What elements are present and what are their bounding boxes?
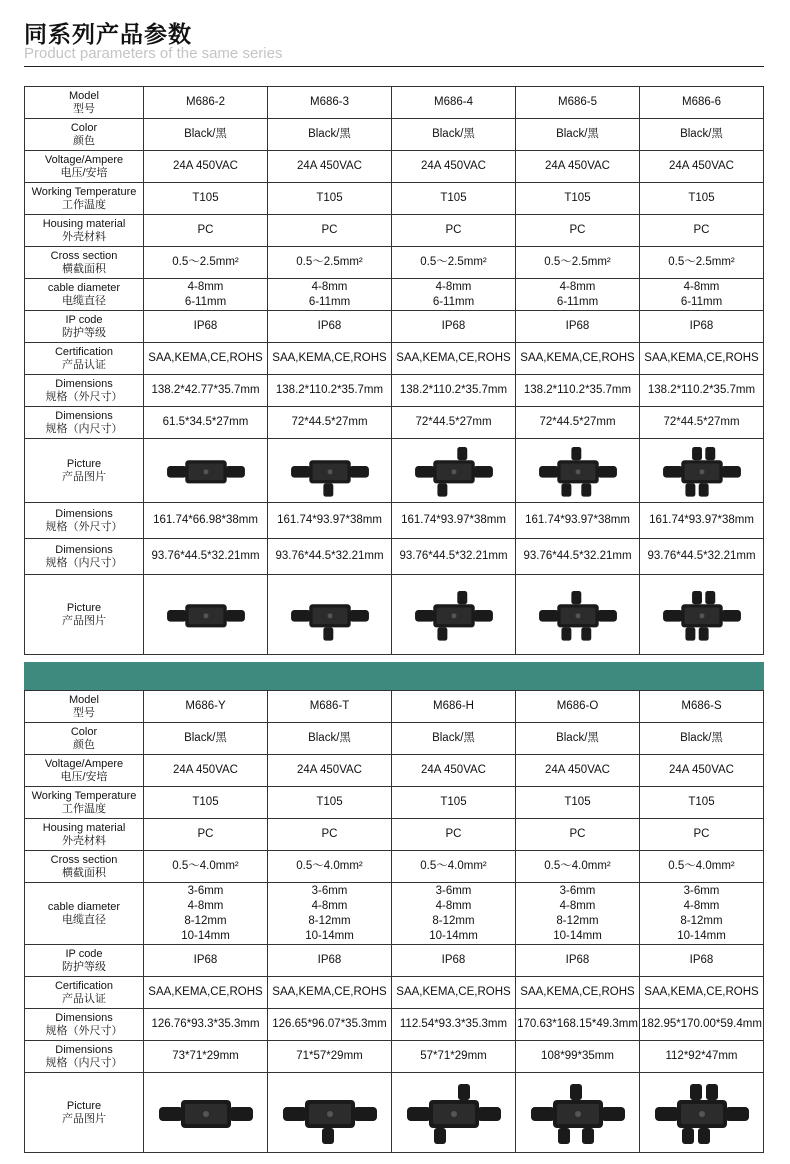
table-cell: 138.2*110.2*35.7mm [268,375,392,407]
table-cell: PC [144,215,268,247]
row-label-en: Dimensions [55,409,113,422]
row-label-en: Certification [54,979,114,992]
row-label [25,787,144,819]
table-cell: 24A 450VAC [268,755,392,787]
table-row [25,151,764,183]
row-label-zh: 外壳材料 [62,834,106,847]
table-cell: SAA,KEMA,CE,ROHS [516,343,640,375]
row-label [25,539,144,575]
table-cell: T105 [516,787,640,819]
product-picture [268,575,392,655]
row-label-en: Dimensions [55,1011,113,1024]
table-cell: 138.2*110.2*35.7mm [640,375,764,407]
row-label-zh: 产品认证 [62,992,106,1005]
table-cell: IP68 [144,945,268,977]
table-cell: 161.74*93.97*38mm [392,503,516,539]
table-row [25,1073,764,1153]
cell-line: 10-14mm [429,929,478,942]
table-cell: Black/黑 [640,723,764,755]
row-label [25,977,144,1009]
row-label-en: Cross section [50,249,118,262]
row-label-zh: 规格（内尺寸） [45,422,123,435]
cell-line: 4-8mm [435,280,472,293]
table-cell [516,883,640,945]
junction-box-image [268,586,391,644]
table-row [25,819,764,851]
cell-line: 3-6mm [311,884,348,897]
cell-line: 8-12mm [184,914,227,927]
row-label-en: Model [69,693,99,706]
row-label-en: Voltage/Ampere [44,153,124,166]
table-row [25,375,764,407]
cell-line: 4-8mm [311,899,348,912]
row-label-zh: 工作温度 [62,802,106,815]
table-cell: IP68 [516,945,640,977]
row-label-en: Color [70,725,98,738]
table-cell: 0.5～4.0mm² [144,851,268,883]
row-label [25,945,144,977]
table-cell: 0.5～4.0mm² [516,851,640,883]
table-cell: 0.5～4.0mm² [392,851,516,883]
table-cell: SAA,KEMA,CE,ROHS [392,343,516,375]
junction-box-image [516,586,639,644]
product-picture [516,1073,640,1153]
cell-line: 6-11mm [432,295,475,308]
row-label [25,215,144,247]
table-row [25,539,764,575]
table-cell: Black/黑 [268,723,392,755]
row-label-zh: 电压/安培 [60,770,108,783]
row-label-en: Cross section [50,853,118,866]
table-cell: Black/黑 [268,119,392,151]
table-cell: Black/黑 [392,119,516,151]
table-cell: IP68 [392,311,516,343]
row-label [25,851,144,883]
cell-line: 8-12mm [432,914,475,927]
row-label [25,439,144,503]
product-picture [268,1073,392,1153]
table-cell: 161.74*93.97*38mm [640,503,764,539]
junction-box-image [392,586,515,644]
row-label [25,1009,144,1041]
junction-box-image [640,586,763,644]
row-label [25,375,144,407]
table-row [25,119,764,151]
table-row [25,691,764,723]
product-picture [392,439,516,503]
row-label-en: Housing material [42,821,126,834]
table-cell: T105 [268,183,392,215]
row-label-en: Model [69,89,99,102]
table-cell: PC [268,215,392,247]
cell-line: 4-8mm [683,899,720,912]
table-cell: PC [144,819,268,851]
table-cell: T105 [144,183,268,215]
table-cell: T105 [144,787,268,819]
row-label [25,723,144,755]
table-cell: M686-H [392,691,516,723]
table-cell: IP68 [640,311,764,343]
row-label-en: IP code [65,313,103,326]
table-cell [144,279,268,311]
table-row [25,279,764,311]
table-cell: 126.76*93.3*35.3mm [144,1009,268,1041]
table-row [25,247,764,279]
junction-box-image [392,442,515,500]
table-cell: M686-4 [392,87,516,119]
row-label-zh: 工作温度 [62,198,106,211]
row-label-zh: 规格（外尺寸） [45,520,123,533]
table-cell: Black/黑 [640,119,764,151]
table-cell: M686-6 [640,87,764,119]
table-cell [268,279,392,311]
product-picture [392,1073,516,1153]
row-label-en: Picture [66,601,102,614]
table-cell: 93.76*44.5*32.21mm [268,539,392,575]
product-picture [268,439,392,503]
table-cell: 126.65*96.07*35.3mm [268,1009,392,1041]
table-cell: T105 [392,787,516,819]
table-cell: PC [392,819,516,851]
table-cell: 0.5～2.5mm² [268,247,392,279]
cell-line: 6-11mm [184,295,227,308]
cell-line: 3-6mm [559,884,596,897]
table-row [25,977,764,1009]
table-cell: T105 [268,787,392,819]
row-label-en: Dimensions [55,543,113,556]
title-divider [24,66,764,67]
cell-line: 3-6mm [435,884,472,897]
table-cell: Black/黑 [144,723,268,755]
table-cell: M686-5 [516,87,640,119]
table-row [25,503,764,539]
table-row [25,1009,764,1041]
table-cell: 72*44.5*27mm [516,407,640,439]
table-cell: PC [640,215,764,247]
table-cell: PC [268,819,392,851]
row-label-en: Dimensions [55,377,113,390]
cell-line: 4-8mm [559,280,596,293]
row-label-zh: 产品认证 [62,358,106,371]
table-cell: IP68 [392,945,516,977]
row-label-zh: 产品图片 [62,470,106,483]
table-cell: 24A 450VAC [144,755,268,787]
table-cell: 72*44.5*27mm [640,407,764,439]
row-label [25,183,144,215]
table-cell: Black/黑 [392,723,516,755]
row-label-en: Dimensions [55,1043,113,1056]
page-title: 同系列产品参数 [24,22,192,48]
row-label-zh: 颜色 [73,134,95,147]
row-label-zh: 横截面积 [62,866,106,879]
table-cell: SAA,KEMA,CE,ROHS [640,977,764,1009]
table-cell: 182.95*170.00*59.4mm [640,1009,764,1041]
junction-box-image [392,1078,515,1148]
table-cell: 24A 450VAC [640,755,764,787]
row-label [25,1073,144,1153]
row-label-en: Working Temperature [31,185,137,198]
table-cell: 61.5*34.5*27mm [144,407,268,439]
table-cell: Black/黑 [144,119,268,151]
table-row [25,311,764,343]
cell-line: 4-8mm [311,280,348,293]
row-label [25,311,144,343]
row-label-zh: 规格（内尺寸） [45,556,123,569]
row-label [25,691,144,723]
row-label [25,279,144,311]
table-cell: 161.74*93.97*38mm [268,503,392,539]
product-picture [144,575,268,655]
table-cell: IP68 [144,311,268,343]
cell-line: 4-8mm [559,899,596,912]
table-row [25,1041,764,1073]
cell-line: 8-12mm [556,914,599,927]
junction-box-image [640,442,763,500]
row-label-zh: 型号 [73,102,95,115]
row-label-zh: 产品图片 [62,1112,106,1125]
cell-line: 6-11mm [680,295,723,308]
table-cell: 138.2*110.2*35.7mm [392,375,516,407]
table-cell [640,279,764,311]
cell-line: 4-8mm [187,280,224,293]
cell-line: 8-12mm [308,914,351,927]
row-label-zh: 防护等级 [62,326,106,339]
junction-box-image [516,442,639,500]
table-cell: 0.5～2.5mm² [640,247,764,279]
table-cell: IP68 [640,945,764,977]
table-cell [516,279,640,311]
row-label-en: cable diameter [47,281,121,294]
junction-box-image [144,1078,267,1148]
table-cell: 24A 450VAC [640,151,764,183]
table-cell: Black/黑 [516,119,640,151]
junction-box-image [144,586,267,644]
row-label [25,407,144,439]
cell-line: 3-6mm [683,884,720,897]
row-label-zh: 电缆直径 [62,913,106,926]
table-cell: 24A 450VAC [516,151,640,183]
row-label [25,151,144,183]
product-picture [516,439,640,503]
row-label [25,883,144,945]
row-label-zh: 产品图片 [62,614,106,627]
table-row [25,755,764,787]
row-label-en: Housing material [42,217,126,230]
table-cell: 24A 450VAC [392,755,516,787]
table-cell: SAA,KEMA,CE,ROHS [392,977,516,1009]
row-label-en: Certification [54,345,114,358]
table-cell: 112*92*47mm [640,1041,764,1073]
product-picture [640,1073,764,1153]
table-row [25,945,764,977]
table-cell: IP68 [268,311,392,343]
row-label [25,1041,144,1073]
row-label-zh: 颜色 [73,738,95,751]
table-cell: M686-Y [144,691,268,723]
table-cell: M686-2 [144,87,268,119]
product-picture [144,439,268,503]
table-cell [144,883,268,945]
table-cell: 24A 450VAC [144,151,268,183]
table-cell: 93.76*44.5*32.21mm [516,539,640,575]
row-label [25,755,144,787]
table-cell: M686-3 [268,87,392,119]
table-cell: 0.5～4.0mm² [640,851,764,883]
table-row [25,407,764,439]
table-cell: SAA,KEMA,CE,ROHS [268,977,392,1009]
row-label-en: Picture [66,1099,102,1112]
table-cell: SAA,KEMA,CE,ROHS [516,977,640,1009]
table-cell: 71*57*29mm [268,1041,392,1073]
table-cell [640,883,764,945]
row-label-zh: 外壳材料 [62,230,106,243]
table-cell: PC [392,215,516,247]
table-cell: M686-T [268,691,392,723]
table-cell: SAA,KEMA,CE,ROHS [144,343,268,375]
row-label [25,119,144,151]
table-cell [392,883,516,945]
row-label-en: Dimensions [55,507,113,520]
row-label-zh: 横截面积 [62,262,106,275]
table-row [25,183,764,215]
spec-table-1 [24,86,764,655]
cell-line: 10-14mm [553,929,602,942]
table-cell: T105 [640,183,764,215]
table-cell: 93.76*44.5*32.21mm [392,539,516,575]
table-cell: PC [640,819,764,851]
table-cell: T105 [516,183,640,215]
junction-box-image [268,442,391,500]
table-row [25,787,764,819]
table-cell: 0.5～2.5mm² [144,247,268,279]
table-cell: IP68 [268,945,392,977]
cell-line: 10-14mm [305,929,354,942]
row-label-zh: 规格（外尺寸） [45,390,123,403]
table-cell: 24A 450VAC [392,151,516,183]
table-cell: M686-O [516,691,640,723]
table-cell: 161.74*66.98*38mm [144,503,268,539]
junction-box-image [268,1078,391,1148]
row-label [25,575,144,655]
table-cell: 72*44.5*27mm [392,407,516,439]
table-cell: PC [516,819,640,851]
product-picture [144,1073,268,1153]
table-cell: Black/黑 [516,723,640,755]
table-cell: 0.5～4.0mm² [268,851,392,883]
row-label [25,503,144,539]
table-cell: SAA,KEMA,CE,ROHS [144,977,268,1009]
table-cell: 24A 450VAC [268,151,392,183]
table-cell: 93.76*44.5*32.21mm [640,539,764,575]
table-cell [392,279,516,311]
table-cell: IP68 [516,311,640,343]
row-label [25,343,144,375]
table-cell: 161.74*93.97*38mm [516,503,640,539]
row-label-en: Color [70,121,98,134]
table-row [25,215,764,247]
row-label-zh: 电缆直径 [62,294,106,307]
product-picture [640,439,764,503]
cell-line: 10-14mm [677,929,726,942]
junction-box-image [144,442,267,500]
row-label-zh: 防护等级 [62,960,106,973]
product-picture [392,575,516,655]
table-cell: 93.76*44.5*32.21mm [144,539,268,575]
row-label-zh: 电压/安培 [60,166,108,179]
row-label-zh: 型号 [73,706,95,719]
row-label [25,87,144,119]
table-cell: M686-S [640,691,764,723]
product-picture [516,575,640,655]
product-picture [640,575,764,655]
cell-line: 6-11mm [556,295,599,308]
cell-line: 4-8mm [683,280,720,293]
cell-line: 4-8mm [187,899,224,912]
row-label-en: Picture [66,457,102,470]
spec-table-2 [24,690,764,1153]
table-cell: 0.5～2.5mm² [392,247,516,279]
table-cell: 72*44.5*27mm [268,407,392,439]
table-cell: PC [516,215,640,247]
cell-line: 10-14mm [181,929,230,942]
cell-line: 6-11mm [308,295,351,308]
table-cell: 73*71*29mm [144,1041,268,1073]
cell-line: 4-8mm [435,899,472,912]
row-label-en: Voltage/Ampere [44,757,124,770]
table-row [25,87,764,119]
table-cell [268,883,392,945]
row-label-zh: 规格（外尺寸） [45,1024,123,1037]
table-cell: 108*99*35mm [516,1041,640,1073]
junction-box-image [640,1078,763,1148]
table-cell: 57*71*29mm [392,1041,516,1073]
table-cell: SAA,KEMA,CE,ROHS [268,343,392,375]
row-label-en: Working Temperature [31,789,137,802]
cell-line: 3-6mm [187,884,224,897]
table-row [25,439,764,503]
table-cell: 138.2*110.2*35.7mm [516,375,640,407]
row-label [25,247,144,279]
row-label [25,819,144,851]
cell-line: 8-12mm [680,914,723,927]
junction-box-image [516,1078,639,1148]
table-row [25,883,764,945]
table-cell: T105 [392,183,516,215]
table-row [25,575,764,655]
row-label-en: cable diameter [47,900,121,913]
table-cell: T105 [640,787,764,819]
table-cell: 170.63*168.15*49.3mm [516,1009,640,1041]
section-separator-band [24,662,764,690]
table-cell: 0.5～2.5mm² [516,247,640,279]
row-label-en: IP code [65,947,103,960]
table-cell: 24A 450VAC [516,755,640,787]
row-label-zh: 规格（内尺寸） [45,1056,123,1069]
table-row [25,851,764,883]
page-subtitle: Product parameters of the same series [24,45,283,62]
table-row [25,723,764,755]
table-cell: 112.54*93.3*35.3mm [392,1009,516,1041]
table-row [25,343,764,375]
table-cell: 138.2*42.77*35.7mm [144,375,268,407]
table-cell: SAA,KEMA,CE,ROHS [640,343,764,375]
